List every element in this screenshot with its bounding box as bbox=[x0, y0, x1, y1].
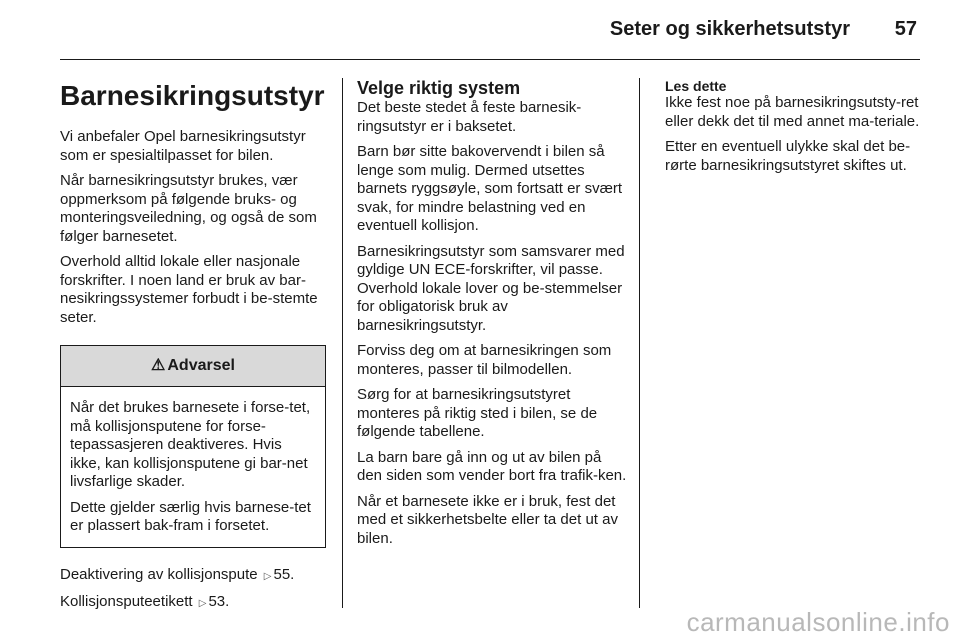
page-reference-arrow-icon: ▷ bbox=[263, 570, 272, 582]
cross-reference-text: Kollisjonsputeetikett bbox=[60, 593, 193, 610]
warning-title: Advarsel bbox=[167, 356, 235, 374]
paragraph: Det beste stedet å feste barnesik-ringsutstyr er i baksetet. bbox=[357, 99, 582, 135]
paragraph: Barnesikringsutstyr som samsvarer med gyldige UN ECE-forskrifter, vil passe. Overhold lokale lover og be-stemmelser for obligatorisk bruk av barnesikringsutstyr. bbox=[357, 242, 625, 334]
column-3 bbox=[665, 78, 925, 182]
cross-reference-page: 53. bbox=[208, 593, 230, 610]
column-divider-1 bbox=[342, 78, 343, 608]
paragraph: Når barnesikringsutstyr brukes, vær oppmerksom på følgende bruks- og monteringsveiledning, og også de som følger barnesetet. bbox=[60, 172, 317, 245]
cross-reference-page: 55. bbox=[273, 565, 295, 583]
column-1 bbox=[60, 78, 326, 621]
note-paragraph: Etter en eventuell ulykke skal det be-rørte barnesikringsutstyret skiftes ut. bbox=[665, 138, 911, 174]
warning-triangle-icon: ⚠ bbox=[151, 356, 166, 374]
section-title: Barnesikringsutstyr bbox=[60, 80, 325, 111]
warning-paragraph: Dette gjelder særlig hvis barnese-tet er plassert bak-fram i forsetet. bbox=[70, 498, 311, 534]
note-paragraph: Ikke fest noe på barnesikringsutsty-ret eller dekk det til med annet ma-teriale. bbox=[665, 94, 920, 130]
note-title: Les dette bbox=[665, 78, 727, 94]
warning-header bbox=[61, 346, 325, 387]
paragraph: Sørg for at barnesikringsutstyret monteres på riktig sted i bilen, se de følgende tabellene. bbox=[357, 386, 598, 440]
cross-reference[interactable] bbox=[60, 566, 326, 587]
paragraph: Når et barnesete ikke er i bruk, fest det med et sikkerhetsbelte eller ta det ut av bilen. bbox=[357, 492, 618, 547]
paragraph: Forviss deg om at barnesikringen som monteres, passer til bilmodellen. bbox=[357, 342, 612, 378]
running-header-title: Seter og sikkerhetsutstyr bbox=[609, 18, 850, 40]
warning-body bbox=[61, 387, 325, 547]
warning-box bbox=[60, 345, 326, 548]
paragraph: Overhold alltid lokale eller nasjonale forskrifter. I noen land er bruk av bar-nesikringssystemer forbudt i be-stemte seter. bbox=[60, 253, 318, 326]
warning-paragraph: Når det brukes barnesete i forse-tet, må kollisjonsputene for forse-tepassasjeren deaktiveres. Hvis ikke, kan kollisjonsputene gi bar-net livsfarlige skader. bbox=[70, 399, 311, 490]
page-number: 57 bbox=[894, 18, 917, 40]
header-divider bbox=[60, 59, 920, 60]
paragraph: Barn bør sitte bakovervendt i bilen så lenge som mulig. Dermed utsettes barnets ryggsøyle, som fortsatt er svært svak, for mindre belastning ved en eventuell kollisjon. bbox=[357, 143, 623, 234]
cross-reference[interactable] bbox=[60, 593, 326, 614]
paragraph: Vi anbefaler Opel barnesikringsutstyr som er spesialtilpasset for bilen. bbox=[60, 128, 306, 164]
cross-reference-text: Deaktivering av kollisjonspute bbox=[60, 565, 258, 583]
column-2 bbox=[357, 78, 627, 555]
watermark-text: carmanualsonline.info bbox=[686, 607, 950, 637]
subsection-title: Velge riktig system bbox=[357, 78, 521, 98]
paragraph: La barn bare gå inn og ut av bilen på den siden som vender bort fra trafik-ken. bbox=[357, 448, 627, 484]
column-divider-2 bbox=[639, 78, 640, 608]
page-reference-arrow-icon: ▷ bbox=[198, 598, 207, 609]
